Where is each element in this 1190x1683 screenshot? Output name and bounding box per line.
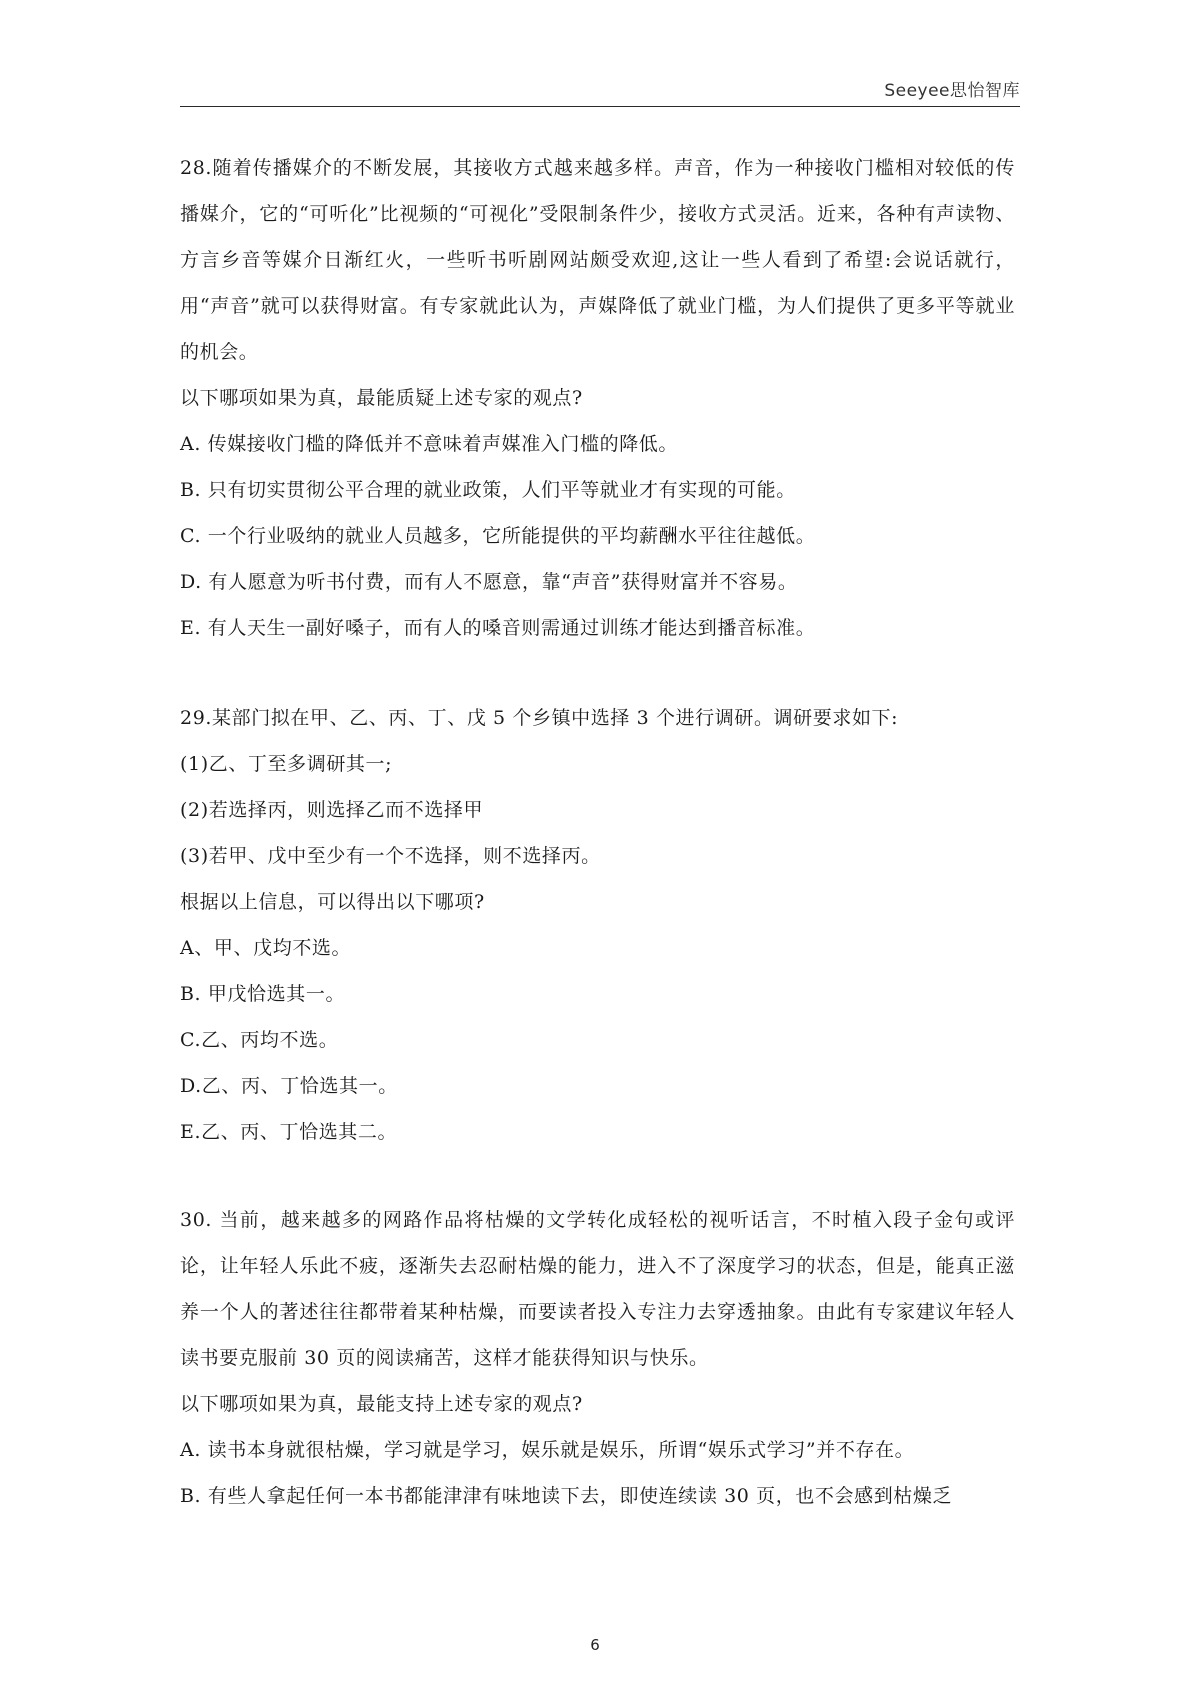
question-stem: 28.随着传播媒介的不断发展，其接收方式越来越多样。声音，作为一种接收门槛相对较低的传播媒介，它的“可听化”比视频的“可视化”受限制条件少，接收方式灵活。近来，各种有声读物、方言乡音等媒介日渐红火，一些听书听剧网站颇受欢迎,这让一些人看到了希望:会说话就行，用“声音”就可以获得财富。有专家就此认为，声媒降低了就业门槛，为人们提供了更多平等就业的机会。 (180, 157, 1015, 363)
question-prompt: 以下哪项如果为真，最能支持上述专家的观点? (180, 1393, 583, 1415)
option-e: E. 有人天生一副好嗓子，而有人的嗓音则需通过训练才能达到播音标准。 (180, 617, 816, 639)
question-spacer (180, 1155, 1015, 1197)
page-number: 6 (590, 1636, 600, 1654)
question-29 (180, 695, 1015, 1155)
question-prompt: 根据以上信息，可以得出以下哪项? (180, 891, 485, 913)
header-brand: Seeyee思怡智库 (884, 81, 1020, 101)
option-c: C. 一个行业吸纳的就业人员越多，它所能提供的平均薪酬水平往往越低。 (180, 525, 816, 547)
question-spacer (180, 651, 1015, 695)
option-a: A、甲、戊均不选。 (180, 937, 352, 959)
option-e: E.乙、丙、丁恰选其二。 (180, 1121, 398, 1143)
header-divider (180, 106, 1020, 107)
option-d: D. 有人愿意为听书付费，而有人不愿意，靠“声音”获得财富并不容易。 (180, 571, 798, 593)
page-content (180, 145, 1015, 1519)
option-c: C.乙、丙均不选。 (180, 1029, 339, 1051)
option-d: D.乙、丙、丁恰选其一。 (180, 1075, 398, 1097)
option-a: A. 传媒接收门槛的降低并不意味着声媒准入门槛的降低。 (180, 433, 679, 455)
option-a: A. 读书本身就很枯燥，学习就是学习，娱乐就是娱乐，所谓“娱乐式学习”并不存在。 (180, 1439, 915, 1461)
question-28 (180, 145, 1015, 651)
option-b: B. 只有切实贯彻公平合理的就业政策，人们平等就业才有实现的可能。 (180, 479, 796, 501)
condition-3: (3)若甲、戊中至少有一个不选择，则不选择丙。 (180, 845, 601, 867)
option-b: B. 有些人拿起任何一本书都能津津有味地读下去，即使连续读 30 页，也不会感到枯燥乏 (180, 1485, 953, 1507)
question-prompt: 以下哪项如果为真，最能质疑上述专家的观点? (180, 387, 583, 409)
condition-2: (2)若选择丙，则选择乙而不选择甲 (180, 799, 484, 821)
question-stem: 29.某部门拟在甲、乙、丙、丁、戊 5 个乡镇中选择 3 个进行调研。调研要求如下: (180, 707, 899, 729)
condition-1: (1)乙、丁至多调研其一; (180, 753, 393, 775)
question-30 (180, 1197, 1015, 1519)
option-b: B. 甲戊恰选其一。 (180, 983, 346, 1005)
question-stem: 30. 当前，越来越多的网路作品将枯燥的文学转化成轻松的视听话言，不时植入段子金句或评论，让年轻人乐此不疲，逐渐失去忍耐枯燥的能力，进入不了深度学习的状态，但是，能真正滋养一个人的著述往往都带着某种枯燥，而要读者投入专注力去穿透抽象。由此有专家建议年轻人读书要克服前 30 页的阅读痛苦，这样才能获得知识与快乐。 (180, 1209, 1015, 1369)
